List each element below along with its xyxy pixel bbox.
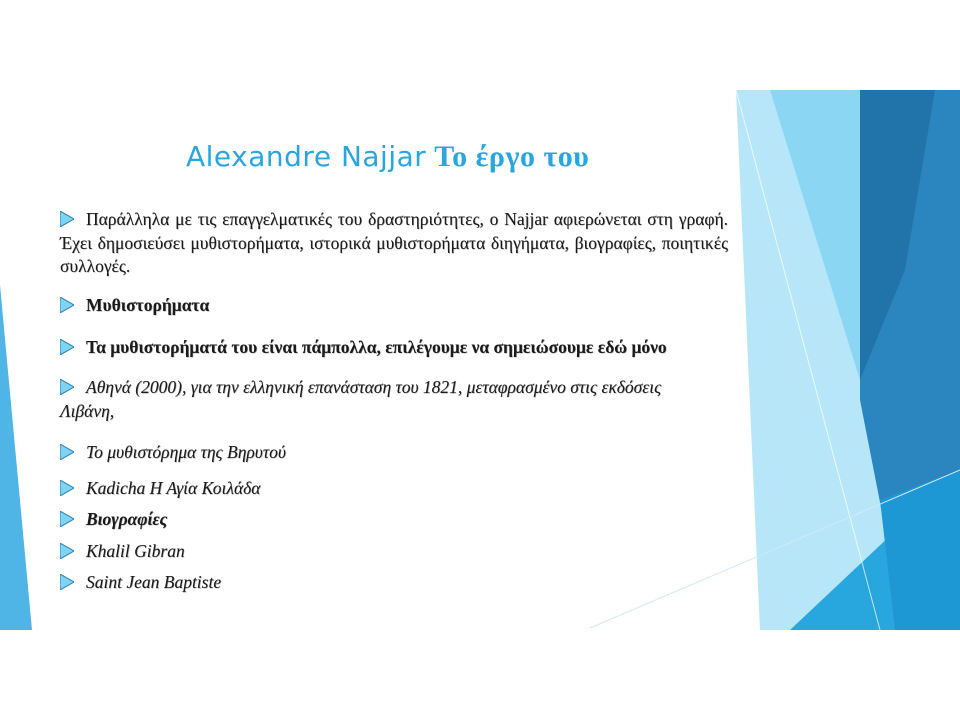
list-item (60, 376, 680, 423)
title-subtitle: Το έργο του (434, 140, 590, 173)
list-item (60, 540, 728, 564)
list-item (60, 441, 728, 465)
list-item (60, 294, 728, 318)
list-item (60, 208, 728, 278)
left-accent-triangle (0, 285, 32, 630)
item-text: Saint Jean Baptiste (86, 572, 222, 592)
triangle-bullet-icon (60, 480, 74, 496)
triangle-bullet-icon (60, 339, 74, 355)
list-item (60, 477, 728, 501)
list-item (60, 508, 728, 532)
item-text: Αθηνά (2000), για την ελληνική επανάσταση του 1821, μεταφρασμένο στις εκδόσεις Λιβάνη, (60, 377, 662, 421)
triangle-bullet-icon (60, 211, 74, 227)
item-text: Το μυθιστόρημα της Βηρυτού (86, 442, 286, 462)
triangle-bullet-icon (60, 511, 74, 527)
triangle-bullet-icon (60, 297, 74, 313)
list-item (60, 571, 728, 595)
item-text: Βιογραφίες (86, 509, 168, 529)
slide-title (186, 140, 589, 174)
list-item (60, 336, 728, 360)
bullet-list (60, 208, 728, 595)
triangle-bullet-icon (60, 543, 74, 559)
item-text: Μυθιστορήματα (86, 295, 210, 315)
item-text: Παράλληλα με τις επαγγελματικές του δραστηριότητες, ο Najjar αφιερώνεται στη γραφή. Έχει δημοσιεύσει μυθιστορήματα, ιστορικά μυθιστορήματα διηγήματα, βιογραφίες, ποιητικές συλλογές. (60, 209, 728, 276)
triangle-bullet-icon (60, 444, 74, 460)
triangle-bullet-icon (60, 574, 74, 590)
triangle-bullet-icon (60, 379, 74, 395)
item-text: Khalil Gibran (86, 540, 185, 561)
item-text: Kadicha Η Αγία Κοιλάδα (86, 477, 261, 498)
item-text: Τα μυθιστορήματά του είναι πάμπολλα, επιλέγουμε να σημειώσουμε εδώ μόνο (86, 336, 667, 357)
title-name: Alexandre Najjar (186, 140, 427, 173)
